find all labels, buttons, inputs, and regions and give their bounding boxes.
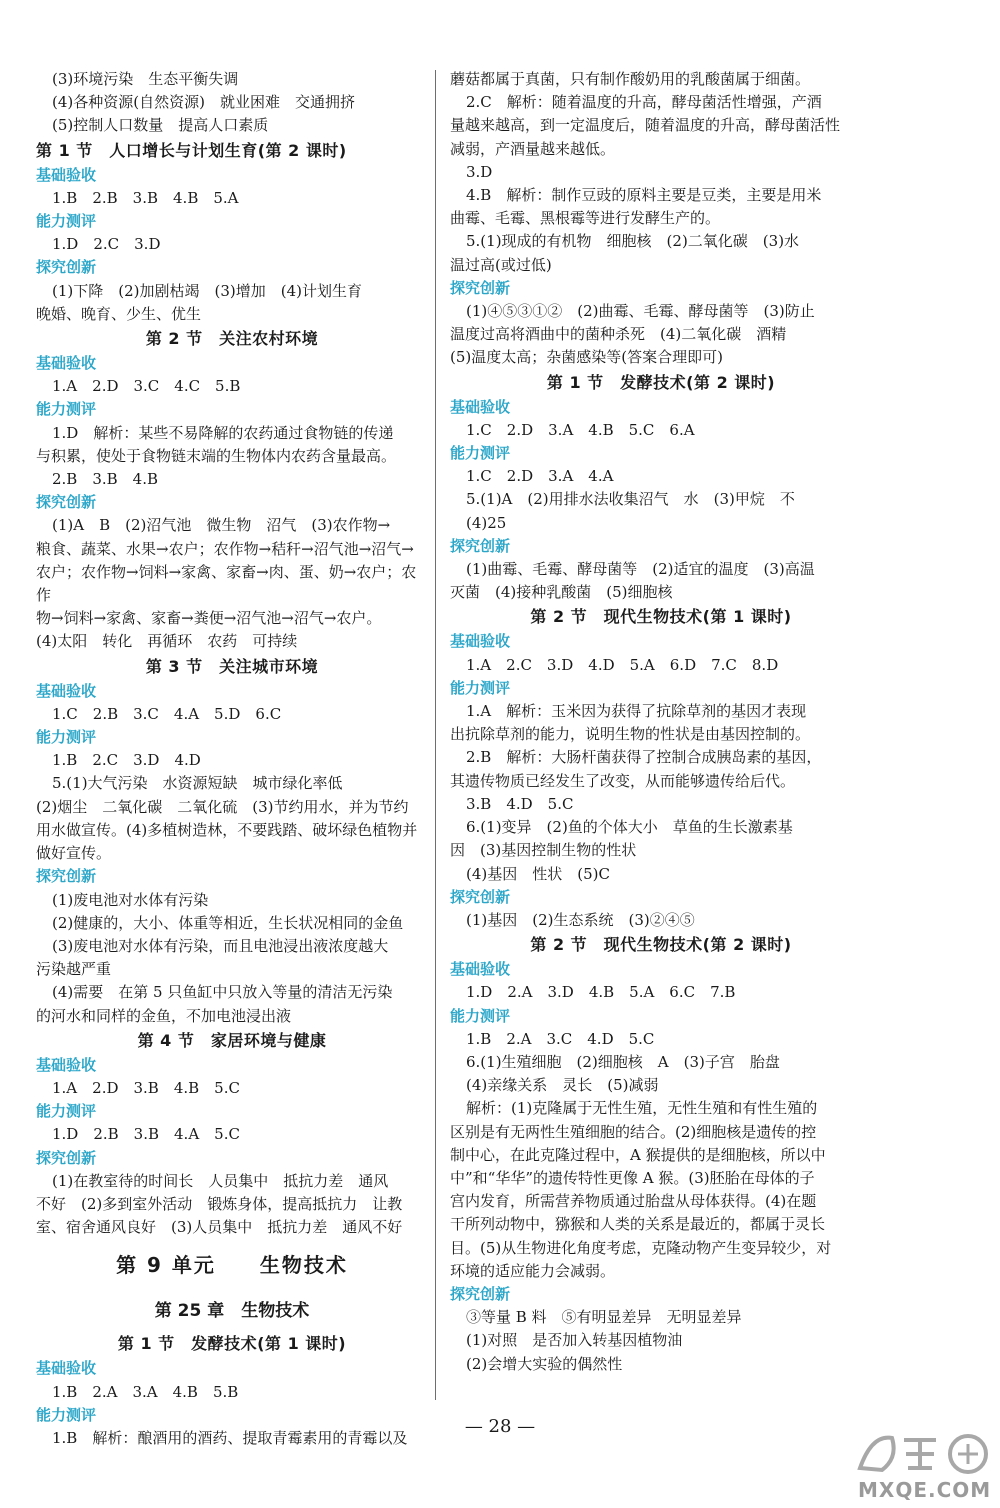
answer-line: (4)太阳 转化 再循环 农药 可持续 [36, 632, 298, 651]
answer-line: (4)需要 在第 5 只鱼缸中只放入等量的清洁无污染 [52, 983, 393, 1002]
answer-line: 出抗除草剂的能力，说明生物的性状是由基因控制的。 [450, 725, 811, 744]
answer-line: 曲霉、毛霉、黑根霉等进行发酵生产的。 [450, 209, 721, 228]
subsection-label: 能力测评 [450, 1006, 511, 1025]
subsection-label: 基础验收 [450, 960, 511, 979]
subsection-label: 能力测评 [36, 728, 97, 747]
section-heading: 第 2 节 关注农村环境 [145, 329, 319, 349]
answer-line: 1.B 2.B 3.B 4.B 5.A [52, 188, 239, 207]
answer-line: 灭菌 (4)接种乳酸菌 (5)细胞核 [450, 583, 673, 602]
watermark-site: MXQE.COM [858, 1478, 992, 1502]
answer-line: (5)温度太高；杂菌感染等(答案合理即可) [450, 348, 723, 367]
answer-line: (4)亲缘关系 灵长 (5)减弱 [466, 1076, 659, 1095]
subsection-label: 基础验收 [36, 1359, 97, 1378]
answer-line: (3)废电池对水体有污染，而且电池浸出液浓度越大 [52, 936, 389, 955]
subsection-label: 能力测评 [36, 1102, 97, 1121]
answer-line: 减弱，产酒量越来越低。 [450, 139, 616, 158]
subsection-label: 基础验收 [36, 165, 97, 184]
answer-line: 因 (3)基因控制生物的性状 [450, 841, 637, 860]
section-heading: 第 1 节 发酵技术(第 2 课时) [546, 372, 776, 392]
answer-line: 做好宣传。 [36, 844, 112, 863]
answer-line: (1)曲霉、毛霉、酵母菌等 (2)适宜的温度 (3)高温 [466, 560, 815, 579]
watermark-logo-icon [852, 1428, 992, 1476]
answer-line: (1)对照 是否加入转基因植物油 [466, 1331, 683, 1350]
answer-line: 2.C 解析：随着温度的升高，酵母菌活性增强，产酒 [466, 93, 822, 112]
subsection-label: 能力测评 [450, 444, 511, 463]
answer-line: 5.(1)现成的有机物 细胞核 (2)二氧化碳 (3)水 [466, 232, 800, 251]
answer-line: (3)环境污染 生态平衡失调 [52, 70, 239, 88]
answer-line: 蘑菇都属于真菌，只有制作酸奶用的乳酸菌属于细菌。 [450, 70, 811, 88]
answer-line: 环境的适应能力会减弱。 [450, 1261, 616, 1280]
subsection-label: 探究创新 [450, 887, 511, 906]
answer-line: (2)健康的，大小、体重等相近，生长状况相同的金鱼 [52, 913, 404, 932]
subsection-label: 探究创新 [36, 1148, 97, 1167]
answer-line: (1)在教室待的时间长 人员集中 抵抗力差 通风 [52, 1171, 389, 1190]
section-heading: 第 3 节 关注城市环境 [145, 656, 319, 676]
answer-line: (4)25 [466, 513, 507, 532]
subsection-label: 能力测评 [36, 1405, 97, 1424]
answer-line: 1.C 2.D 3.A 4.B 5.C 6.A [466, 420, 695, 439]
section-heading: 第 2 节 现代生物技术(第 2 课时) [530, 935, 792, 955]
answer-line: (2)会增大实验的偶然性 [466, 1354, 623, 1373]
answer-line: ③等量 B 料 ⑤有明显差异 无明显差异 [466, 1308, 742, 1327]
unit-heading: 第 9 单元 生物技术 [116, 1253, 348, 1278]
answer-line: 温过高(或过低) [450, 255, 552, 274]
answer-line: 4.B 解析：制作豆豉的原料主要是豆类，主要是用米 [466, 186, 822, 205]
subsection-label: 基础验收 [36, 1055, 97, 1074]
answer-line: 2.B 解析：大肠杆菌获得了控制合成胰岛素的基因， [466, 748, 822, 767]
answer-line: 1.B 2.C 3.D 4.D [52, 751, 201, 770]
answer-line: 1.A 2.D 3.B 4.B 5.C [52, 1078, 240, 1097]
subsection-label: 能力测评 [36, 400, 97, 419]
answer-line: (1)基因 (2)生态系统 (3)②④⑤ [466, 910, 695, 929]
section-heading: 第 2 节 现代生物技术(第 1 课时) [530, 607, 792, 627]
answer-line: 6.(1)变异 (2)鱼的个体大小 草鱼的生长激素基 [466, 818, 793, 837]
subsection-label: 探究创新 [450, 536, 511, 555]
subsection-label: 探究创新 [450, 1284, 511, 1303]
answer-line: 2.B 3.B 4.B [52, 470, 159, 489]
answer-line: 1.B 解析：酿酒用的酒药、提取青霉素用的青霉以及 [52, 1428, 408, 1447]
answer-line: 用水做宣传。(4)多植树造林，不要践踏、破坏绿色植物并 [36, 820, 418, 839]
answer-line: 污染越严重 [36, 960, 112, 979]
answer-line: 室、宿舍通风良好 (3)人员集中 抵抗力差 通风不好 [36, 1218, 403, 1237]
answer-line: 与积累，使处于食物链末端的生物体内农药含量最高。 [36, 446, 397, 465]
answer-line: 不好 (2)多到室外活动 锻炼身体，提高抵抗力 让教 [36, 1194, 403, 1213]
answer-line: (5)控制人口数量 提高人口素质 [52, 116, 269, 135]
answer-line: 1.C 2.D 3.A 4.A [466, 467, 614, 486]
subsection-label: 基础验收 [36, 681, 97, 700]
subsection-label: 探究创新 [36, 258, 97, 277]
answer-line: 1.A 2.D 3.C 4.C 5.B [52, 377, 241, 396]
right-column [450, 68, 872, 1376]
answer-line: (4)基因 性状 (5)C [466, 864, 610, 883]
subsection-label: 基础验收 [450, 632, 511, 651]
answer-line: 宫内发育，所需营养物质通过胎盘从母体获得。(4)在题 [450, 1192, 817, 1211]
subsection-label: 探究创新 [36, 867, 97, 886]
answer-line: (4)各种资源(自然资源) 就业困难 交通拥挤 [52, 93, 355, 112]
subsection-label: 能力测评 [36, 212, 97, 231]
answer-line: 1.A 解析：玉米因为获得了抗除草剂的基因才表现 [466, 702, 807, 721]
watermark [852, 1428, 992, 1506]
answer-line: 3.B 4.D 5.C [466, 794, 574, 813]
subsection-label: 能力测评 [450, 678, 511, 697]
answer-line: (1)下降 (2)加剧枯竭 (3)增加 (4)计划生育 [52, 281, 362, 300]
chapter-heading: 第 25 章 生物技术 [154, 1301, 310, 1322]
answer-line: 农户；农作物→饲料→家禽、家畜→肉、蛋、奶→农户；农作 [36, 562, 417, 605]
answer-line: 区别是有无两性生殖细胞的结合。(2)细胞核是遗传的控 [450, 1122, 817, 1141]
answer-line: 晚婚、晚育、少生、优生 [36, 304, 202, 323]
answer-line: 物→饲料→家禽、家畜→粪便→沼气池→沼气→农户。 [36, 609, 382, 628]
answer-line: 1.B 2.A 3.A 4.B 5.B [52, 1382, 239, 1401]
answer-line: (1)废电池对水体有污染 [52, 890, 209, 909]
page-number: — 28 — [464, 1416, 536, 1437]
answer-line: 量越来越高，到一定温度后，随着温度的升高，酵母菌活性 [450, 116, 841, 135]
answer-line: 1.D 解析：某些不易降解的农药通过食物链的传递 [52, 423, 394, 442]
subsection-label: 探究创新 [36, 493, 97, 512]
subsection-label: 探究创新 [450, 278, 511, 297]
answer-line: 5.(1)大气污染 水资源短缺 城市绿化率低 [52, 774, 343, 793]
answer-line: 1.D 2.C 3.D [52, 235, 161, 254]
answer-line: 其遗传物质已经发生了改变，从而能够遗传给后代。 [450, 771, 796, 790]
answer-line: 1.B 2.A 3.C 4.D 5.C [466, 1029, 655, 1048]
answer-line: (1)④⑤③①② (2)曲霉、毛霉、酵母菌等 (3)防止 [466, 302, 815, 321]
answer-line: (2)烟尘 二氧化碳 二氧化硫 (3)节约用水，并为节约 [36, 797, 409, 816]
subsection-label: 基础验收 [450, 397, 511, 416]
answer-line: 目。(5)从生物进化角度考虑，克隆动物产生变异较少，对 [450, 1238, 832, 1257]
section-heading: 第 1 节 发酵技术(第 1 课时) [117, 1334, 347, 1354]
answer-line: 1.D 2.A 3.D 4.B 5.A 6.C 7.B [466, 983, 736, 1002]
section-heading: 第 1 节 人口增长与计划生育(第 2 课时) [36, 140, 347, 160]
answer-line: 1.A 2.C 3.D 4.D 5.A 6.D 7.C 8.D [466, 655, 779, 674]
answer-line: 中”和“华华”的遗传特性更像 A 猴。(3)胚胎在母体的子 [450, 1168, 815, 1187]
answer-line: 的河水和同样的金鱼，不加电池浸出液 [36, 1006, 292, 1025]
left-column [36, 68, 428, 1450]
column-divider [435, 70, 436, 1400]
answer-line: 温度过高将酒曲中的菌种杀死 (4)二氧化碳 酒精 [450, 325, 787, 344]
answer-line: 6.(1)生殖细胞 (2)细胞核 A (3)子宫 胎盘 [466, 1052, 780, 1071]
answer-line: 干所列动物中，猕猴和人类的关系是最近的，都属于灵长 [450, 1215, 826, 1234]
answer-line: 粮食、蔬菜、水果→农户；农作物→秸秆→沼气池→沼气→ [36, 539, 414, 558]
answer-line: 3.D [466, 162, 493, 181]
answer-line: (1)A B (2)沼气池 微生物 沼气 (3)农作物→ [52, 516, 391, 535]
answer-line: 制中心，在此克隆过程中，A 猴提供的是细胞核，所以中 [450, 1145, 826, 1164]
subsection-label: 基础验收 [36, 354, 97, 373]
answer-line: 1.C 2.B 3.C 4.A 5.D 6.C [52, 704, 282, 723]
section-heading: 第 4 节 家居环境与健康 [137, 1030, 327, 1050]
answer-line: 1.D 2.B 3.B 4.A 5.C [52, 1125, 240, 1144]
answer-line: 5.(1)A (2)用排水法收集沼气 水 (3)甲烷 不 [466, 490, 795, 509]
answer-line: 解析：(1)克隆属于无性生殖，无性生殖和有性生殖的 [466, 1099, 818, 1118]
